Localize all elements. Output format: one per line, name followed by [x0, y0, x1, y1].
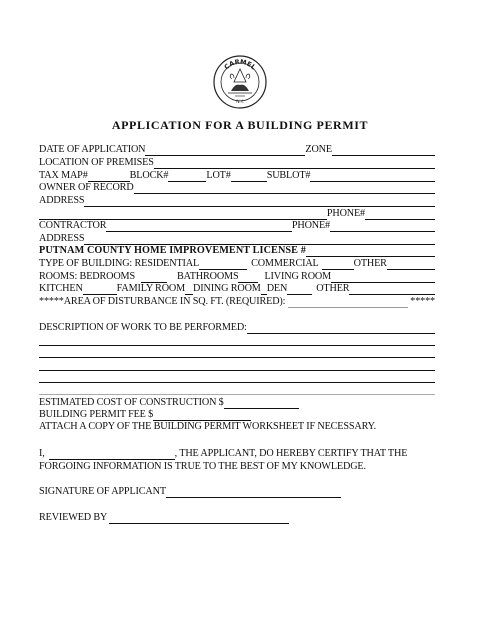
certify-label: , THE APPLICANT, DO HEREBY CERTIFY THAT THE — [174, 448, 408, 459]
description-label: DESCRIPTION OF WORK TO BE PERFORMED: — [39, 322, 247, 333]
commercial-field[interactable] — [322, 259, 354, 270]
date-field[interactable] — [145, 145, 305, 156]
sublot-field[interactable] — [310, 171, 435, 182]
description-line-5[interactable] — [39, 394, 435, 395]
row-license — [39, 245, 435, 257]
description-line-4[interactable] — [39, 382, 435, 383]
sublot-label: SUBLOT# — [266, 170, 311, 181]
contractor-address-label: ADDRESS — [39, 233, 85, 244]
license-label: PUTNAM COUNTY HOME IMPROVEMENT LICENSE # — [39, 245, 306, 256]
bathrooms-field[interactable] — [238, 272, 258, 283]
zone-field[interactable] — [332, 145, 435, 156]
lot-field[interactable] — [231, 171, 267, 182]
row-attach — [39, 421, 439, 433]
row-disturbance — [39, 296, 435, 308]
description-line-3[interactable] — [39, 370, 435, 371]
family-room-label: FAMILY ROOM — [116, 283, 186, 294]
den-label: DEN — [266, 283, 288, 294]
row-location — [39, 157, 435, 169]
row-contractor — [39, 220, 435, 232]
row-tax-map — [39, 170, 435, 182]
disturbance-stars: ***** — [410, 296, 435, 307]
bedrooms-field[interactable] — [141, 272, 167, 283]
applicant-name-field[interactable] — [49, 449, 175, 460]
disturbance-field[interactable] — [288, 297, 408, 308]
row-address-phone — [39, 208, 435, 220]
den-field[interactable] — [287, 284, 312, 295]
signature-label: SIGNATURE OF APPLICANT — [39, 486, 166, 497]
row-certify — [39, 448, 439, 460]
certify-i-label: I, — [39, 448, 45, 459]
other-room-field[interactable] — [349, 284, 435, 295]
row-fee — [39, 409, 359, 421]
tax-map-label: TAX MAP# — [39, 170, 88, 181]
living-room-field[interactable] — [331, 272, 435, 283]
row-description — [39, 322, 435, 334]
address-field[interactable] — [84, 196, 435, 207]
cost-label: ESTIMATED COST OF CONSTRUCTION $ — [39, 397, 224, 408]
dining-room-label: DINING ROOM — [193, 283, 261, 294]
address-label: ADDRESS — [39, 195, 85, 206]
kitchen-label: KITCHEN — [39, 283, 83, 294]
contractor-phone-field[interactable] — [330, 221, 435, 232]
family-room-field[interactable] — [185, 284, 193, 295]
contractor-phone-label: PHONE# — [291, 220, 330, 231]
tax-map-field[interactable] — [88, 171, 130, 182]
row-contractor-address — [39, 233, 435, 245]
fee-field[interactable] — [153, 410, 251, 421]
owner-field[interactable] — [134, 183, 435, 194]
svg-text:N.Y. — [236, 99, 245, 105]
row-reviewed — [39, 512, 359, 524]
row-date-zone — [39, 144, 435, 156]
reviewed-label: REVIEWED BY — [39, 512, 108, 523]
block-label: BLOCK# — [129, 170, 169, 181]
row-certify-2 — [39, 461, 439, 473]
row-building-type — [39, 258, 435, 270]
fee-label: BUILDING PERMIT FEE $ — [39, 409, 154, 420]
location-field[interactable] — [154, 158, 435, 169]
date-label: DATE OF APPLICATION — [39, 144, 146, 155]
phone-label: PHONE# — [326, 208, 365, 219]
row-cost — [39, 397, 359, 409]
row-kitchen — [39, 283, 435, 295]
other-field[interactable] — [387, 259, 435, 270]
row-address — [39, 195, 435, 207]
cost-field[interactable] — [224, 398, 299, 409]
location-label: LOCATION OF PREMISES — [39, 157, 154, 168]
description-field[interactable] — [247, 323, 435, 334]
description-line-1[interactable] — [39, 345, 435, 346]
building-type-label: TYPE OF BUILDING: RESIDENTIAL — [39, 258, 200, 269]
block-field[interactable] — [168, 171, 206, 182]
certify-line2: FORGOING INFORMATION IS TRUE TO THE BEST OF MY KNOWLEDGE. — [39, 461, 366, 472]
owner-label: OWNER OF RECORD — [39, 182, 134, 193]
bedrooms-label: ROOMS: BEDROOMS — [39, 271, 135, 282]
row-rooms — [39, 271, 435, 283]
other-label: OTHER — [353, 258, 387, 269]
form-title: APPLICATION FOR A BUILDING PERMIT — [111, 118, 369, 132]
signature-field[interactable] — [166, 487, 341, 498]
town-seal-icon — [213, 55, 267, 109]
seal-text-top: CARMEL — [222, 57, 258, 72]
address-line2-field[interactable] — [39, 209, 327, 220]
other-room-label: OTHER — [316, 283, 350, 294]
disturbance-label: *****AREA OF DISTURBANCE IN SQ. FT. (REQUIRED): — [39, 296, 286, 307]
residential-field[interactable] — [199, 259, 247, 270]
living-room-label: LIVING ROOM — [264, 271, 332, 282]
contractor-label: CONTRACTOR — [39, 220, 107, 231]
commercial-label: COMMERCIAL — [251, 258, 319, 269]
reviewed-field[interactable] — [109, 513, 289, 524]
row-signature — [39, 486, 359, 498]
contractor-field[interactable] — [106, 221, 291, 232]
kitchen-field[interactable] — [83, 284, 117, 295]
attach-note: ATTACH A COPY OF THE BUILDING PERMIT WORKSHEET IF NECESSARY. — [39, 421, 376, 432]
seal-text-bottom: N.Y. — [235, 99, 245, 106]
license-field[interactable] — [306, 246, 435, 257]
description-line-2[interactable] — [39, 357, 435, 358]
lot-label: LOT# — [206, 170, 231, 181]
zone-label: ZONE — [305, 144, 332, 155]
contractor-address-field[interactable] — [84, 234, 435, 245]
row-owner — [39, 182, 435, 194]
bathrooms-label: BATHROOMS — [176, 271, 239, 282]
phone-field[interactable] — [365, 209, 435, 220]
